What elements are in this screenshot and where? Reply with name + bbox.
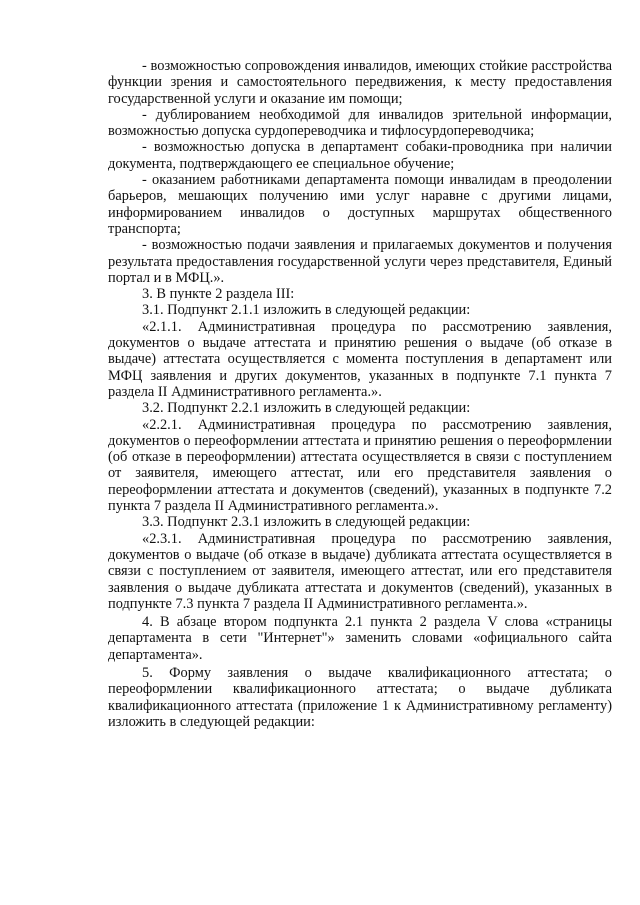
paragraph-bullet-guide-dog: - возможностью допуска в департамент собаки-проводника при наличии документа, подтверждающего ее специальное обучение; bbox=[108, 139, 612, 172]
paragraph-item-3-1: 3.1. Подпункт 2.1.1 изложить в следующей редакции: bbox=[142, 302, 471, 319]
document-page bbox=[108, 58, 612, 730]
paragraph-item-4: 4. В абзаце втором подпункта 2.1 пункта 2 раздела V слова «страницы департамента в сети "Интернет"» заменить словами «официального сайта департамента». bbox=[108, 614, 612, 663]
paragraph-quote-2-3-1: «2.3.1. Административная процедура по рассмотрению заявления, документов о выдаче (об отказе в выдаче) дубликата аттестата осуществляется в связи с поступлением от заявителя, имеющего аттестат, или его представителя заявления о выдаче дубликата аттестата и документов (сведений), указанных в подпункте 7.3 пункта 7 раздела II Административного регламента.». bbox=[108, 530, 612, 612]
paragraph-bullet-visual-info: - дублированием необходимой для инвалидов зрительной информации, возможностью допуска сурдопереводчика и тифлосурдопереводчика; bbox=[108, 106, 612, 140]
paragraph-quote-2-1-1: «2.1.1. Административная процедура по рассмотрению заявления, документов о выдаче аттестата и принятию решения о выдаче (об отказе в выдаче) аттестата осуществляется с момента поступления в департамент или МФЦ заявления и других документов, указанных в подпункте 7.1 пункта 7 раздела II Административного регламента.». bbox=[108, 318, 612, 400]
paragraph-item-3: 3. В пункте 2 раздела III: bbox=[142, 286, 295, 303]
paragraph-quote-2-2-1: «2.2.1. Административная процедура по рассмотрению заявления, документов о переоформлении аттестата и принятию решения о переоформлении (об отказе в переоформлении) аттестата осуществляется в связи с поступлением от заявителя, имеющего аттестат, или его представителя заявления о переоформлении аттестата и документов (сведений), указанных в подпункте 7.2 пункта 7 раздела II Административного регламента.». bbox=[108, 416, 612, 515]
paragraph-bullet-application: - возможностью подачи заявления и прилагаемых документов и получения результата предоставления государственной услуги через представителя, Единый портал и в МФЦ.». bbox=[108, 237, 612, 286]
paragraph-bullet-assistance: - оказанием работниками департамента помощи инвалидам в преодолении барьеров, мешающих получению ими услуг наравне с другими лицами, информированием инвалидов о доступных маршрутах общественного транспорта; bbox=[108, 172, 612, 237]
paragraph-item-3-2: 3.2. Подпункт 2.2.1 изложить в следующей редакции: bbox=[142, 400, 471, 417]
paragraph-item-5: 5. Форму заявления о выдаче квалификационного аттестата; о переоформлении квалификационного аттестата; о выдаче дубликата квалификационного аттестата (приложение 1 к Административному регламенту) изложить в следующей редакции: bbox=[108, 664, 612, 730]
paragraph-bullet-escort: - возможностью сопровождения инвалидов, имеющих стойкие расстройства функции зрения и самостоятельного передвижения, к месту предоставления государственной услуги и оказание им помощи; bbox=[108, 58, 612, 107]
paragraph-item-3-3: 3.3. Подпункт 2.3.1 изложить в следующей редакции: bbox=[142, 514, 471, 531]
